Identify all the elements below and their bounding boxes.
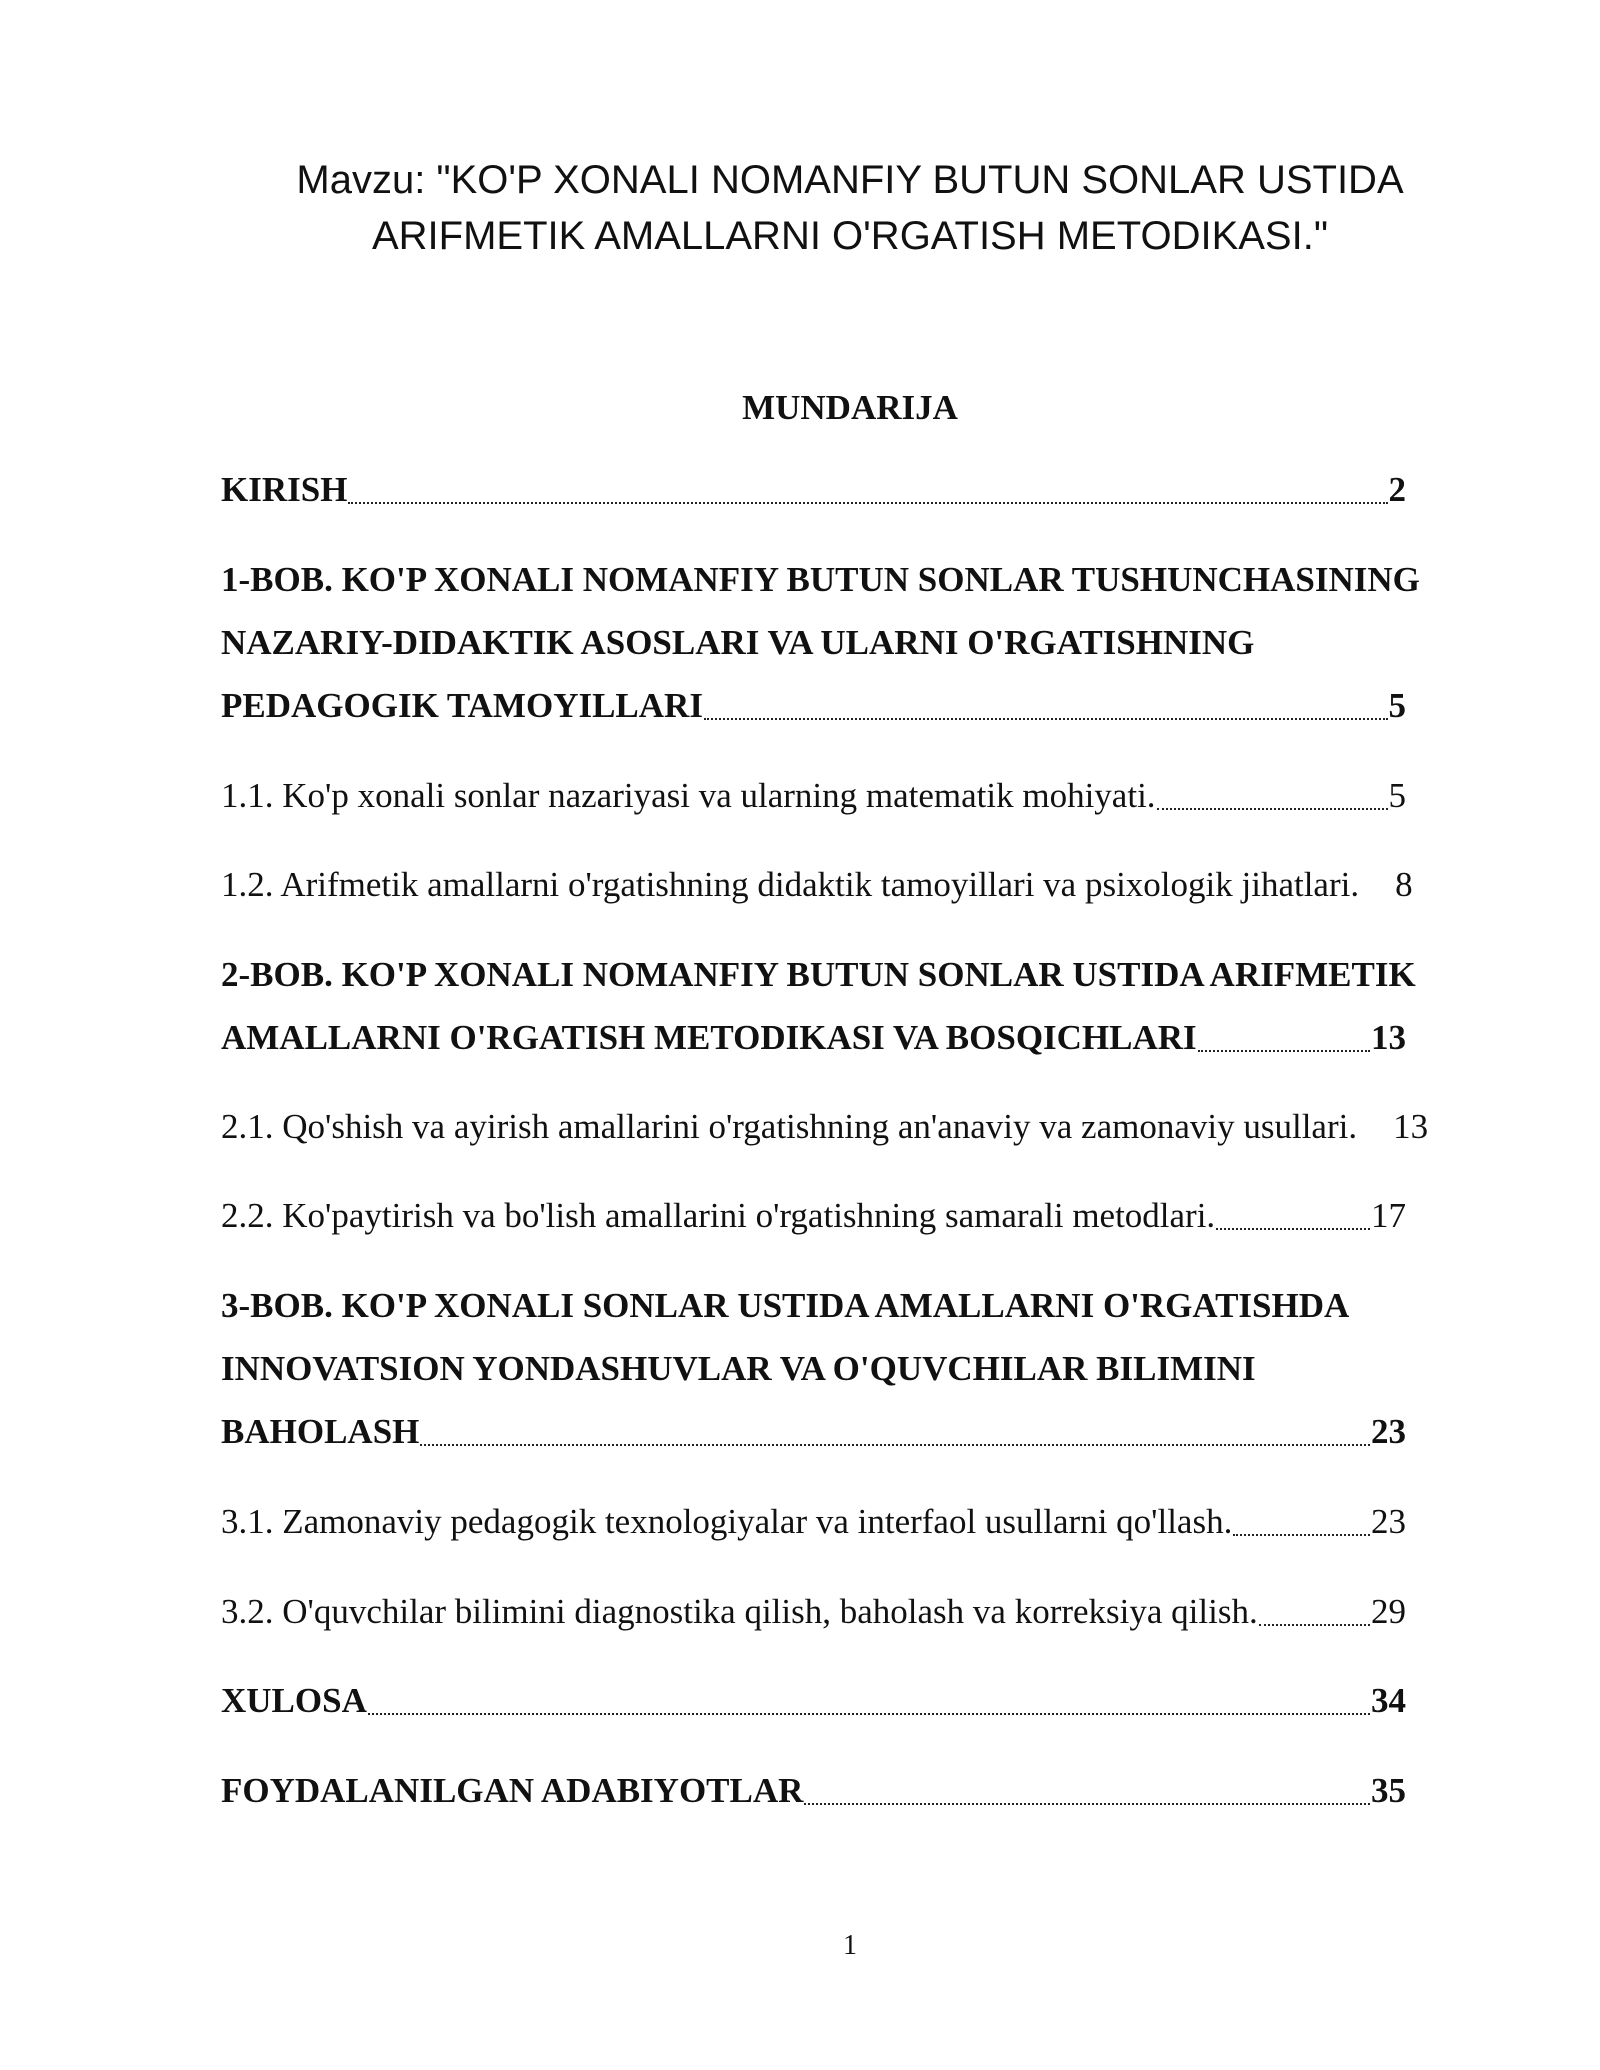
toc-entry-title: 3.1. Zamonaviy pedagogik texnologiyalar va interfaol usullarni qo'llash.	[221, 1502, 1233, 1541]
topic-line-1: Mavzu: "KO'P XONALI NOMANFIY BUTUN SONLAR USTIDA	[296, 158, 1404, 202]
page-number: 1	[843, 1930, 857, 1961]
toc-entry-page: 34	[1371, 1681, 1406, 1720]
toc-entry-chapter-2[interactable]	[221, 943, 1416, 1069]
document-topic-title	[180, 152, 1520, 264]
toc-entry-page: 13	[1393, 1107, 1429, 1146]
toc-entry-title: 1.1. Ko'p xonali sonlar nazariyasi va ularning matematik mohiyati.	[221, 776, 1156, 815]
toc-entry-references[interactable]	[221, 1759, 1406, 1822]
toc-entry-title-line: 1-BOB. KO'P XONALI NOMANFIY BUTUN SONLAR TUSHUNCHASINING	[221, 560, 1420, 599]
dot-leader	[1197, 1006, 1371, 1069]
toc-entry-title: 1.2. Arifmetik amallarni o'rgatishning didaktik tamoyillari va psixologik jihatlari.	[221, 865, 1360, 904]
dot-leader	[419, 1400, 1371, 1463]
toc-entry-section-1-1[interactable]	[221, 764, 1406, 827]
toc-entry-title: XULOSA	[221, 1681, 367, 1720]
toc-entry-page: 8	[1395, 865, 1413, 904]
toc-entry-chapter-3[interactable]	[221, 1274, 1406, 1463]
toc-entry-title-line: BAHOLASH	[221, 1412, 420, 1451]
toc-entry-page: 2	[1388, 470, 1406, 509]
toc-entry-title-line: 2-BOB. KO'P XONALI NOMANFIY BUTUN SONLAR USTIDA ARIFMETIK	[221, 955, 1416, 994]
toc-heading: MUNDARIJA	[742, 388, 958, 427]
toc-entry-title: FOYDALANILGAN ADABIYOTLAR	[221, 1771, 804, 1810]
topic-line-2: ARIFMETIK AMALLARNI O'RGATISH METODIKASI."	[371, 214, 1329, 258]
toc-entry-section-3-1[interactable]	[221, 1490, 1406, 1553]
toc-entry-page: 5	[1388, 686, 1406, 725]
toc-entry-title: 3.2. O'quvchilar bilimini diagnostika qilish, baholash va korreksiya qilish.	[221, 1592, 1258, 1631]
toc-entry-conclusion[interactable]	[221, 1669, 1406, 1732]
toc-entry-section-2-1[interactable]	[221, 1095, 1428, 1158]
toc-entry-intro[interactable]	[221, 458, 1406, 521]
toc-entry-page: 35	[1371, 1771, 1406, 1810]
toc-entry-section-3-2[interactable]	[221, 1580, 1406, 1643]
dot-leader	[1156, 764, 1389, 827]
toc-entry-section-1-2[interactable]	[221, 853, 1413, 916]
toc-entry-title-line: NAZARIY-DIDAKTIK ASOSLARI VA ULARNI O'RGATISHNING	[221, 623, 1255, 662]
toc-entry-title-line: PEDAGOGIK TAMOYILLARI	[221, 686, 703, 725]
dot-leader	[703, 674, 1389, 737]
dot-leader	[1232, 1490, 1371, 1553]
toc-entry-page: 13	[1371, 1018, 1406, 1057]
toc-entry-page: 23	[1371, 1412, 1406, 1451]
toc-entry-page: 23	[1371, 1502, 1406, 1541]
dot-leader	[367, 1669, 1371, 1732]
toc-entry-title: KIRISH	[221, 470, 348, 509]
dot-leader	[1215, 1184, 1371, 1247]
toc-entry-title-line: AMALLARNI O'RGATISH METODIKASI VA BOSQICHLARI	[221, 1018, 1197, 1057]
toc-entry-title: 2.2. Ko'paytirish va bo'lish amallarini o'rgatishning samarali metodlari.	[221, 1196, 1216, 1235]
toc-entry-title: 2.1. Qo'shish va ayirish amallarini o'rgatishning an'anaviy va zamonaviy usullari.	[221, 1107, 1358, 1146]
toc-entry-title-line: 3-BOB. KO'P XONALI SONLAR USTIDA AMALLARNI O'RGATISHDA	[221, 1286, 1350, 1325]
dot-leader	[803, 1759, 1371, 1822]
toc-entry-title-line: INNOVATSION YONDASHUVLAR VA O'QUVCHILAR BILIMINI	[221, 1349, 1256, 1388]
toc-entry-chapter-1[interactable]	[221, 548, 1420, 737]
toc-entry-page: 5	[1388, 776, 1406, 815]
toc-entry-page: 29	[1371, 1592, 1406, 1631]
dot-leader	[1258, 1580, 1371, 1643]
dot-leader	[347, 458, 1388, 521]
toc-entry-section-2-2[interactable]	[221, 1184, 1406, 1247]
toc-entry-page: 17	[1371, 1196, 1406, 1235]
